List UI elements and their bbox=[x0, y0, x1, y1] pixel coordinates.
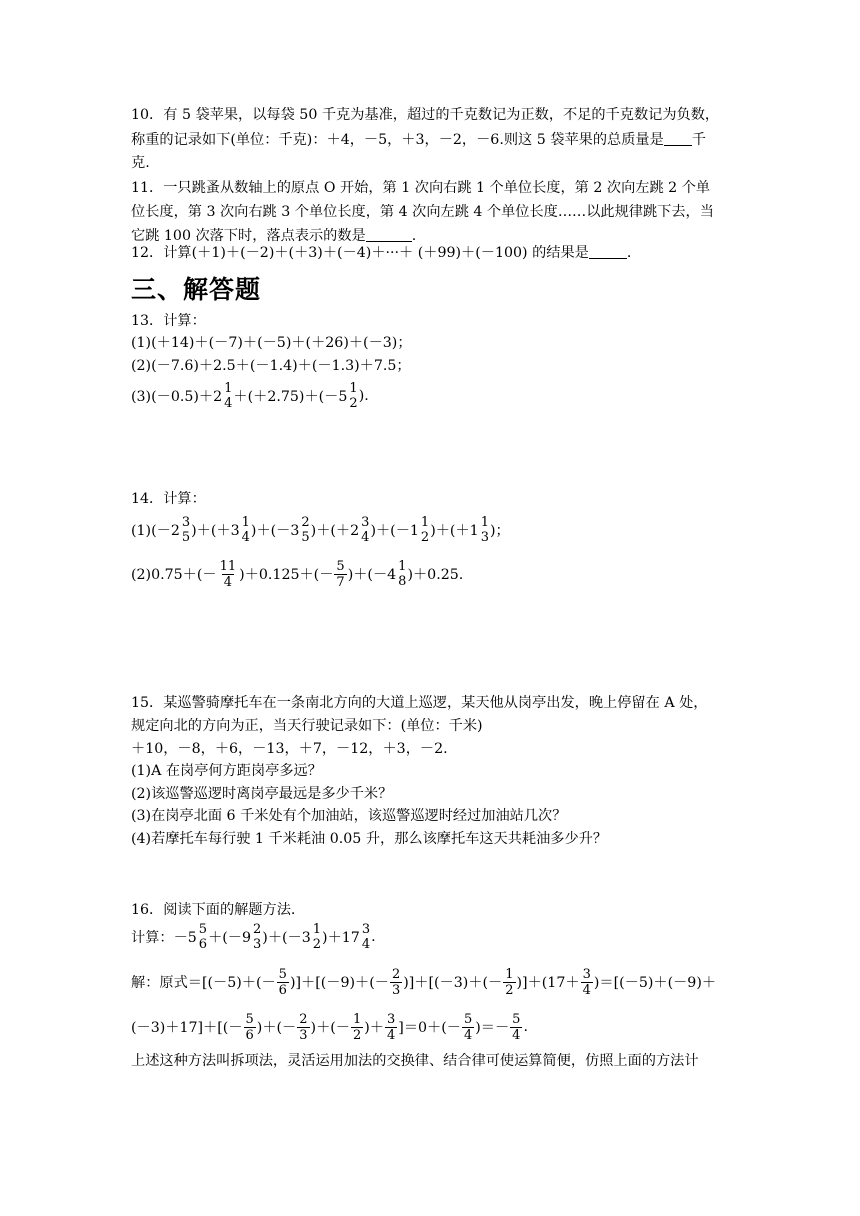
q16-sol2-text-1: (－3)＋17]＋[(－ bbox=[131, 1020, 243, 1036]
frac-num: 3 bbox=[181, 515, 191, 530]
frac-den: 4 bbox=[241, 530, 250, 545]
q10-line-2-text: 称重的记录如下(单位：千克)：＋4，－5，＋3，－2，－6.则这 5 袋苹果的总质量是 bbox=[131, 132, 664, 148]
frac-num: 1 bbox=[349, 381, 358, 396]
frac-num: 1 bbox=[505, 966, 514, 982]
q16-sol2-frac-1 bbox=[244, 1012, 256, 1043]
q16-sol2-frac-5 bbox=[462, 1012, 474, 1043]
q10-answer-blank[interactable] bbox=[664, 131, 692, 146]
frac-num: 5 bbox=[245, 1011, 254, 1027]
frac-num: 1 bbox=[352, 1011, 362, 1027]
frac-den: 6 bbox=[278, 982, 287, 998]
q14-p2-text-4: )＋0.25. bbox=[407, 567, 464, 583]
frac-den: 5 bbox=[181, 530, 191, 545]
frac-den: 2 bbox=[352, 1027, 362, 1043]
q16-calc-frac-4 bbox=[361, 922, 371, 952]
frac-den: 5 bbox=[301, 530, 310, 545]
q16-sol2-text-5: ]＝0＋(－ bbox=[398, 1020, 461, 1036]
q13-p3-frac-2 bbox=[348, 381, 358, 411]
q16-sol1-frac-1 bbox=[277, 967, 289, 998]
frac-num: 5 bbox=[336, 558, 345, 574]
q14-p1-text-6: )＋(＋1 bbox=[430, 523, 479, 539]
q14-p1-frac-5 bbox=[420, 515, 430, 545]
q11-line-2: 位长度，第 3 次向右跳 3 个单位长度，第 4 次向左跳 4 个单位长度……以此规律跳下去，当 bbox=[131, 204, 714, 220]
q14-p2-text-1: (2)0.75＋(－ bbox=[131, 567, 217, 583]
frac-den: 4 bbox=[512, 1027, 521, 1043]
q12-answer-blank[interactable] bbox=[589, 244, 627, 259]
q12-line bbox=[131, 243, 631, 263]
frac-den: 6 bbox=[198, 937, 208, 952]
frac-num: 3 bbox=[361, 922, 371, 937]
frac-num: 5 bbox=[278, 966, 287, 982]
frac-num: 1 bbox=[312, 922, 322, 937]
q14-part-2 bbox=[131, 554, 463, 594]
frac-den: 4 bbox=[387, 1027, 396, 1043]
frac-den: 2 bbox=[420, 530, 430, 545]
q16-calc-text-2: ＋(－9 bbox=[208, 930, 251, 946]
q15-part-3: (3)在岗亭北面 6 千米处有个加油站，该巡警巡逻时经过加油站几次？ bbox=[131, 808, 567, 824]
q13-p3-text-2: ＋(＋2.75)＋(－5 bbox=[233, 389, 348, 405]
q16-sol2-text-3: )＋(－ bbox=[310, 1020, 350, 1036]
frac-den: 2 bbox=[505, 982, 514, 998]
frac-den: 2 bbox=[349, 396, 358, 411]
frac-num: 3 bbox=[387, 1011, 396, 1027]
q15-line-2: 规定向北的方向为正，当天行驶记录如下：(单位：千米) bbox=[131, 718, 483, 734]
q16-solution-line-1 bbox=[131, 962, 716, 1002]
q16-sol2-text-4: )＋ bbox=[364, 1020, 384, 1036]
frac-den: 3 bbox=[299, 1027, 308, 1043]
q14-p1-text-5: )＋(－1 bbox=[370, 523, 419, 539]
q14-p2-text-2: )＋0.125＋(－ bbox=[239, 567, 334, 583]
frac-den: 3 bbox=[480, 530, 489, 545]
q14-p1-frac-1 bbox=[181, 515, 191, 545]
frac-den: 2 bbox=[312, 937, 322, 952]
q10-line-3: 克. bbox=[131, 155, 150, 171]
q12-text: 12．计算(＋1)＋(－2)＋(＋3)＋(－4)＋···＋ (＋99)＋(－100) 的结果是 bbox=[131, 245, 589, 261]
q16-last-line: 上述这种方法叫拆项法，灵活运用加法的交换律、结合律可使运算简便，仿照上面的方法计 bbox=[131, 1053, 699, 1069]
q11-line-3-end: . bbox=[411, 228, 417, 244]
q16-calc-text-5: . bbox=[371, 929, 376, 945]
q14-p2-frac-1 bbox=[218, 559, 239, 590]
q16-calc bbox=[131, 917, 376, 957]
q14-p1-text-7: )； bbox=[489, 523, 510, 539]
q16-solution-line-2 bbox=[131, 1007, 528, 1047]
q14-p1-frac-6 bbox=[480, 515, 490, 545]
q15-line-3: ＋10，－8，＋6，－13，＋7，－12，＋3，－2. bbox=[131, 741, 448, 757]
q15-line-1: 15．某巡警骑摩托车在一条南北方向的大道上巡逻，某天他从岗亭出发，晚上停留在 A 处， bbox=[131, 695, 708, 711]
frac-num: 3 bbox=[582, 966, 591, 982]
frac-num: 2 bbox=[253, 922, 262, 937]
q14-p1-frac-2 bbox=[241, 515, 251, 545]
q16-calc-frac-2 bbox=[252, 922, 262, 952]
q16-calc-frac-1 bbox=[198, 922, 208, 952]
q11-answer-blank[interactable] bbox=[366, 227, 412, 242]
frac-den: 3 bbox=[253, 937, 262, 952]
q14-p1-text-3: )＋(－3 bbox=[250, 523, 300, 539]
q13-title: 13．计算： bbox=[131, 313, 206, 329]
q13-p3-frac-1 bbox=[223, 381, 233, 411]
frac-den: 4 bbox=[361, 530, 370, 545]
q14-p1-text-4: )＋(＋2 bbox=[310, 523, 360, 539]
q11-line-3-text: 它跳 100 次落下时，落点表示的数是 bbox=[131, 228, 366, 244]
q10-line-1: 10．有 5 袋苹果，以每袋 50 千克为基准，超过的千克数记为正数，不足的千克数记为负数， bbox=[131, 107, 720, 123]
frac-num: 5 bbox=[512, 1011, 521, 1027]
q15-part-2: (2)该巡警巡逻时离岗亭最远是多少千米？ bbox=[131, 786, 393, 802]
frac-den: 4 bbox=[224, 396, 233, 411]
q14-p1-frac-4 bbox=[360, 515, 370, 545]
frac-den: 3 bbox=[391, 982, 401, 998]
q14-p2-frac-3 bbox=[397, 559, 407, 589]
frac-num: 2 bbox=[299, 1011, 308, 1027]
q12-end: . bbox=[626, 245, 632, 261]
q15-part-4: (4)若摩托车每行驶 1 千米耗油 0.05 升，那么该摩托车这天共耗油多少升？ bbox=[131, 831, 608, 847]
q16-calc-text-4: )＋17 bbox=[322, 930, 360, 946]
frac-num: 1 bbox=[398, 559, 407, 574]
frac-num: 1 bbox=[241, 515, 250, 530]
q16-sol1-text-4: )]＋(17＋ bbox=[516, 975, 580, 991]
frac-den: 7 bbox=[336, 574, 345, 590]
q16-sol2-text-6: )＝－ bbox=[475, 1020, 510, 1036]
q16-sol1-text-3: )]＋[(－3)＋(－ bbox=[403, 975, 503, 991]
q16-sol2-frac-2 bbox=[297, 1012, 309, 1043]
q16-sol1-text-2: )]＋[(－9)＋(－ bbox=[289, 975, 389, 991]
frac-num: 3 bbox=[361, 515, 370, 530]
frac-num: 2 bbox=[391, 966, 401, 982]
frac-den: 4 bbox=[582, 982, 591, 998]
q13-part-2: (2)(－7.6)＋2.5＋(－1.4)＋(－1.3)＋7.5； bbox=[131, 358, 411, 374]
q16-calc-frac-3 bbox=[312, 922, 322, 952]
q16-sol1-frac-4 bbox=[581, 967, 593, 998]
q10-line-2-unit: 千 bbox=[691, 132, 706, 148]
q10-line-2 bbox=[131, 130, 706, 150]
q14-title: 14．计算： bbox=[131, 491, 206, 507]
frac-num: 1 bbox=[224, 381, 233, 396]
frac-num: 2 bbox=[301, 515, 310, 530]
q16-sol1-frac-3 bbox=[503, 967, 515, 998]
frac-num: 5 bbox=[463, 1011, 473, 1027]
frac-den: 6 bbox=[245, 1027, 254, 1043]
q16-sol2-text-7: . bbox=[523, 1019, 528, 1035]
q16-sol2-text-2: )＋(－ bbox=[256, 1020, 297, 1036]
q16-sol1-text-5: )＝[(－5)＋(－9)＋ bbox=[593, 975, 717, 991]
q16-sol2-frac-6 bbox=[510, 1012, 522, 1043]
q14-p2-text-3: )＋(－4 bbox=[347, 567, 397, 583]
frac-num: 1 bbox=[480, 515, 489, 530]
q14-p2-frac-2 bbox=[334, 559, 346, 590]
frac-den: 4 bbox=[463, 1027, 473, 1043]
q16-calc-text-3: )＋(－3 bbox=[262, 930, 311, 946]
q14-p1-frac-3 bbox=[300, 515, 310, 545]
q14-p1-text-2: )＋(＋3 bbox=[191, 523, 240, 539]
q16-title: 16．阅读下面的解题方法. bbox=[131, 902, 296, 918]
q13-p3-text-3: ). bbox=[358, 388, 369, 404]
frac-den: 4 bbox=[361, 937, 371, 952]
q11-line-1: 11．一只跳蚤从数轴上的原点 O 开始，第 1 次向右跳 1 个单位长度，第 2 次向左跳 2 个单 bbox=[131, 180, 711, 196]
frac-den: 4 bbox=[223, 574, 233, 590]
q14-part-1 bbox=[131, 510, 510, 550]
q16-sol1-frac-2 bbox=[390, 967, 402, 998]
q16-sol1-text-1: 解：原式＝[(－5)＋(－ bbox=[131, 975, 276, 991]
frac-num: 11 bbox=[219, 558, 237, 574]
q16-sol2-frac-3 bbox=[351, 1012, 363, 1043]
frac-num: 5 bbox=[198, 922, 208, 937]
section-heading: 三、解答题 bbox=[131, 275, 262, 304]
q13-part-3 bbox=[131, 376, 369, 416]
q13-p3-text-1: (3)(－0.5)＋2 bbox=[131, 389, 223, 405]
q14-p1-text-1: (1)(－2 bbox=[131, 523, 180, 539]
frac-den: 8 bbox=[398, 574, 407, 589]
q15-part-1: (1)A 在岗亭何方距岗亭多远？ bbox=[131, 763, 322, 779]
q16-sol2-frac-4 bbox=[385, 1012, 397, 1043]
q13-part-1: (1)(＋14)＋(－7)＋(－5)＋(＋26)＋(－3)； bbox=[131, 335, 412, 351]
frac-num: 1 bbox=[420, 515, 430, 530]
q16-calc-text-1: 计算：－5 bbox=[131, 930, 197, 946]
